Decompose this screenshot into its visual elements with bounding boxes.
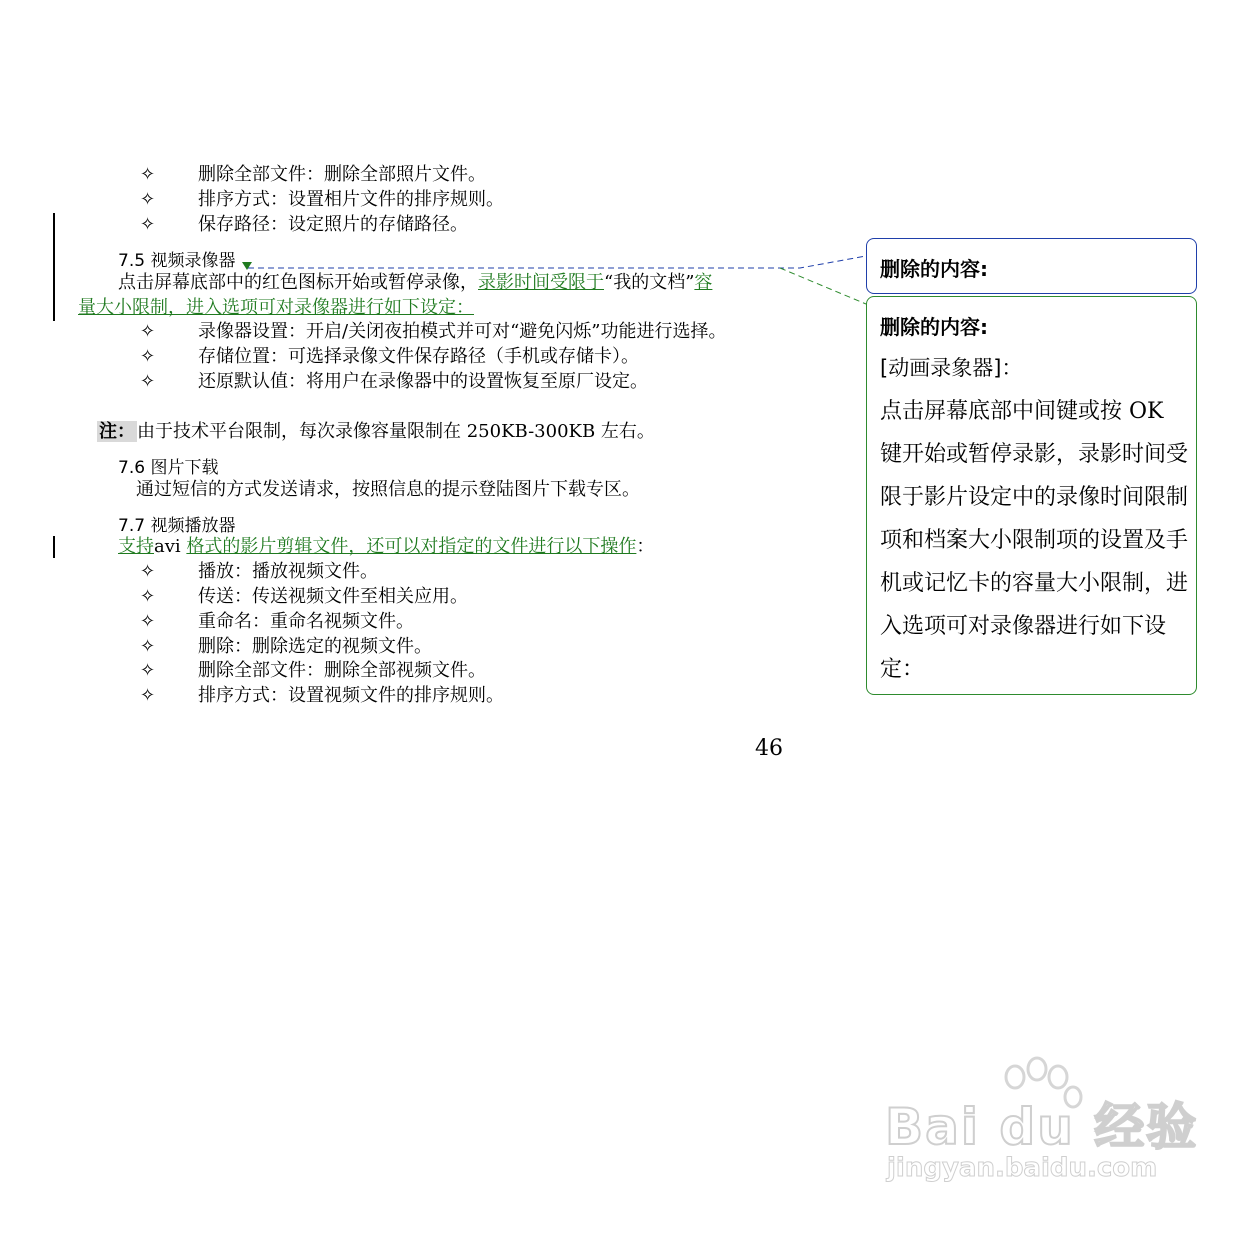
list-item-text: 传送：传送视频文件至相关应用。 <box>198 586 468 607</box>
balloon-title: 删除的内容: <box>880 315 988 339</box>
balloon-subtitle: [动画录象器]： <box>880 356 1023 380</box>
list-item-text: 存储位置：可选择录像文件保存路径（手机或存储卡）。 <box>198 346 639 367</box>
list-item-text: 保存路径：设定照片的存储路径。 <box>198 214 468 235</box>
paragraph-text: 通过短信的方式发送请求，按照信息的提示登陆图片下载专区。 <box>136 479 640 500</box>
bullet-icon: ✧ <box>140 321 156 342</box>
paragraph-text: avi <box>154 536 187 557</box>
revision-balloon-deleted[interactable] <box>866 296 1197 695</box>
bullet-icon: ✧ <box>140 189 156 210</box>
bullet-icon: ✧ <box>140 660 156 681</box>
inserted-text: 支持 <box>118 536 154 557</box>
paragraph-text: 点击屏幕底部中的红色图标开始或暂停录像， <box>118 272 478 293</box>
watermark-brand: Bai du 经验 <box>885 1098 1199 1156</box>
list-item-text: 还原默认值：将用户在录像器中的设置恢复至原厂设定。 <box>198 371 648 392</box>
list-item-text: 删除全部文件：删除全部照片文件。 <box>198 164 486 185</box>
note-text: 由于技术平台限制，每次录像容量限制在 250KB-300KB 左右。 <box>137 421 655 442</box>
balloon-body <box>880 347 1188 691</box>
inserted-text: 量大小限制，进入选项可对录像器进行如下设定： <box>78 297 474 318</box>
note-label: 注： <box>99 421 135 442</box>
balloon-text: 点击屏幕底部中间键或按 OK 键开始或暂停录影，录影时间受限于影片设定中的录像时间限制项和档案大小限制项的设置及手机或记忆卡的容量大小限制，进入选项可对录像器进行如下设定： <box>880 399 1189 682</box>
section-heading: 7.6 图片下载 <box>118 458 219 478</box>
list-item-text: 重命名：重命名视频文件。 <box>198 611 414 632</box>
inserted-text: 格式的影片剪辑文件，还可以对指定的文件进行以下操作 <box>186 536 637 557</box>
baidu-watermark <box>885 1055 1199 1195</box>
bullet-icon: ✧ <box>140 561 156 582</box>
bullet-icon: ✧ <box>140 685 156 706</box>
list-item-text: 排序方式：设置相片文件的排序规则。 <box>198 189 504 210</box>
inserted-text: 录影时间受限于 <box>478 272 604 293</box>
bullet-icon: ✧ <box>140 586 156 607</box>
bullet-icon: ✧ <box>140 371 156 392</box>
page-number: 46 <box>755 736 783 761</box>
list-item-text: 播放：播放视频文件。 <box>198 561 378 582</box>
paragraph-text: ： <box>636 536 655 557</box>
bullet-icon: ✧ <box>140 346 156 367</box>
list-item-text: 排序方式：设置视频文件的排序规则。 <box>198 685 504 706</box>
section-heading: 7.5 视频录像器 <box>118 251 236 271</box>
bullet-icon: ✧ <box>140 164 156 185</box>
balloon-title: 删除的内容: <box>880 257 988 281</box>
bullet-icon: ✧ <box>140 636 156 657</box>
paragraph-text: “我的文档” <box>604 272 695 293</box>
inserted-text: 容 <box>694 272 713 293</box>
bullet-icon: ✧ <box>140 214 156 235</box>
list-item-text: 删除：删除选定的视频文件。 <box>198 636 432 657</box>
list-item-text: 删除全部文件：删除全部视频文件。 <box>198 660 486 681</box>
section-heading: 7.7 视频播放器 <box>118 516 236 536</box>
bullet-icon: ✧ <box>140 611 156 632</box>
watermark-url: jingyan.baidu.com <box>887 1153 1158 1183</box>
list-item-text: 录像器设置：开启/关闭夜拍模式并可对“避免闪烁”功能进行选择。 <box>198 321 727 342</box>
revision-balloon-deleted[interactable] <box>866 238 1197 294</box>
